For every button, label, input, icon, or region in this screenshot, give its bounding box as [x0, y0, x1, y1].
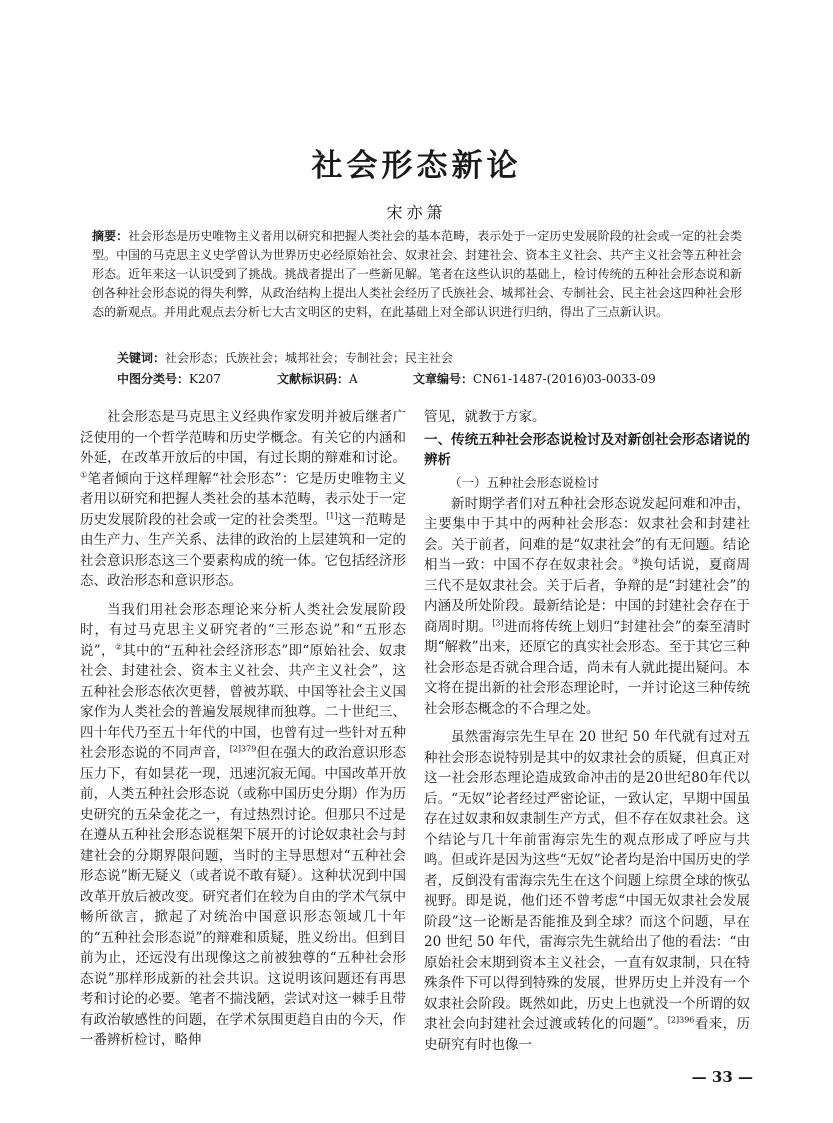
left-column — [80, 407, 406, 1051]
footnote-ref[interactable]: ③ — [631, 556, 640, 566]
citation-ref[interactable]: [3] — [492, 618, 504, 627]
citation-ref[interactable]: [2]396 — [667, 1015, 695, 1025]
author-name: 宋亦箫 — [386, 203, 447, 222]
body-paragraph-3: 管见，就教于方家。 — [424, 409, 546, 425]
body-paragraph-1: 社会形态是马克思主义经典作家发明并被后继者广泛使用的一个哲学范畴和历史学概念。有关它的内涵和外延，在改革开放后的中国，有过长期的辩难和讨论。①笔者倾向于这样理解“社会形态”：它是历史唯物主义者用以研究和把握人类社会的基本范畴，表示处于一定历史发展阶段的社会或一定的社会类型。[1]这一范畴是由生产力、生产关系、法律的政治的上层建筑和一定的社会意识形态这三个要素构成的统一体。它包括经济形态、政治形态和意识形态。 — [80, 409, 407, 589]
citation-ref[interactable]: [2]379 — [229, 744, 257, 754]
keywords-text: 社会形态；氏族社会；城邦社会；专制社会；民主社会 — [165, 351, 454, 365]
subsection-heading: （一）五种社会形态说检讨 — [449, 474, 600, 490]
page-number: — 33 — — [691, 1068, 753, 1086]
citation-ref[interactable]: [1] — [326, 511, 338, 520]
footnote-ref[interactable]: ① — [80, 470, 88, 479]
right-column — [424, 407, 750, 1055]
keywords-label: 关键词： — [117, 351, 166, 365]
keywords — [117, 349, 742, 366]
body-paragraph-4: 新时期学者们对五种社会形态说发起问难和冲击，主要集中于其中的两种社会形态：奴隶社会和封建社会。关于前者，问难的是“奴隶社会”的有无问题。结论相当一致：中国不存在奴隶社会。③换句话说，夏商周三代不是奴隶社会。关于后者，争辩的是“封建社会”的内涵及所处阶段。最新结论是：中国的封建社会存在于商周时期。[3]进而将传统上划归“封建社会”的秦至清时期“解救”出来，还原它的真实社会形态。至于其它三种社会形态是否就合理合适，尚未有人就此提出疑问。本文将在提出新的社会形态理论时，一并讨论这三种传统社会形态概念的不合理之处。 — [424, 495, 751, 717]
footnote-ref[interactable]: ② — [114, 642, 123, 651]
body-paragraph-5: 虽然雷海宗先生早在 20 世纪 50 年代就有过对五种社会形态说特别是其中的奴隶社会的质疑，但真正对这一社会形态理论造成致命冲击的是20世纪80年代以后。“无奴”论者经过严密论证，一致认定，早期中国虽存在过奴隶和奴隶制生产方式，但不存在奴隶社会。这个结论与几十年前雷海宗先生的观点形成了呼应与共鸣。但或许是因为这些“无奴”论者均是治中国历史的学者，反倒没有雷海宗先生在这个问题上综贯全球的恢弘视野。即是说，他们还不曾考虑“中国无奴隶社会发展阶段”这一论断是否能推及到全球？而这个问题，早在 20 世纪 50 年代，雷海宗先生就给出了他的看法：“由原始社会末期到资本主义社会，一直有奴隶制，只在特殊条件下可以得到特殊的发展，世界历史上并没有一个奴隶社会阶段。既然如此，历史上也就没一个所谓的奴隶社会向封建社会过渡或转化的问题”。$^{[2]396}$看来，历史研究有时也像一 — [424, 729, 751, 1053]
abstract-text: 社会形态是历史唯物主义者用以研究和把握人类社会的基本范畴，表示处于一定历史发展阶段的社会或一定的社会类型。中国的马克思主义史学曾认为世界历史必经原始社会、奴隶社会、封建社会、资本主义社会、共产主义社会等五种社会形态。近年来这一认识受到了挑战。挑战者提出了一些新见解。笔者在这些认识的基础上，检讨传统的五种社会形态说和新创各种社会形态说的得失利弊，从政治结构上提出人类社会经历了氏族社会、城邦社会、专制社会、民主社会这四种社会形态的新观点。并用此观点去分析七大古文明区的史料，在此基础上对全部认识进行归纳，得出了三点新认识。 — [92, 229, 742, 319]
article-number: 文章编号：CN61-1487-(2016)03-0033-09 — [413, 372, 656, 386]
clc-number: 中图分类号：K207 — [117, 372, 221, 386]
abstract-label: 摘要： — [92, 229, 129, 243]
body-paragraph-2: 当我们用社会形态理论来分析人类社会发展阶段时，有过马克思主义研究者的“三形态说”和“五形态说”，②其中的“五种社会经济形态”即“原始社会、奴隶社会、封建社会、资本主义社会、共产主义社会”，这五种社会形态依次更替，曾被苏联、中国等社会主义国家作为人类社会的普遍发展规律而独尊。二十世纪三、四十年代乃至五十年代的中国，也曾有过一些针对五种社会形态说的不同声音，$^{[2]379}$但在强大的政治意识形态压力下，有如昙花一现，迅速沉寂无闻。中国改革开放前，人类五种社会形态说（或称中国历史分期）作为历史研究的五朵金花之一，有过热烈讨论。但那只不过是在遵从五种社会形态说框架下展开的讨论奴隶社会与封建社会的分期界限问题，当时的主导思想对“五种社会形态说”断无疑义（或者说不敢有疑）。这种状况到中国改革开放后被改变。研究者们在较为自由的学术气氛中畅所欲言，掀起了对统治中国意识形态领域几十年的“五种社会形态说”的辩难和质疑，胜义纷出。但到目前为止，还远没有出现像这之前被独尊的“五种社会形态说”那样形成新的社会共识。这说明该问题还有再思考和讨论的必要。笔者不揣浅陋，尝试对这一棘手且带有政治敏感性的问题，在学术氛围更趋自由的今天，作一番辨析检讨，略伸 — [80, 601, 407, 1048]
document-code: 文献标识码：A — [277, 372, 358, 386]
paper-title: 社会形态新论 — [311, 148, 522, 184]
section-heading: 一、传统五种社会形态说检讨及对新创社会形态诸说的辨析 — [424, 431, 750, 468]
abstract — [92, 227, 742, 322]
